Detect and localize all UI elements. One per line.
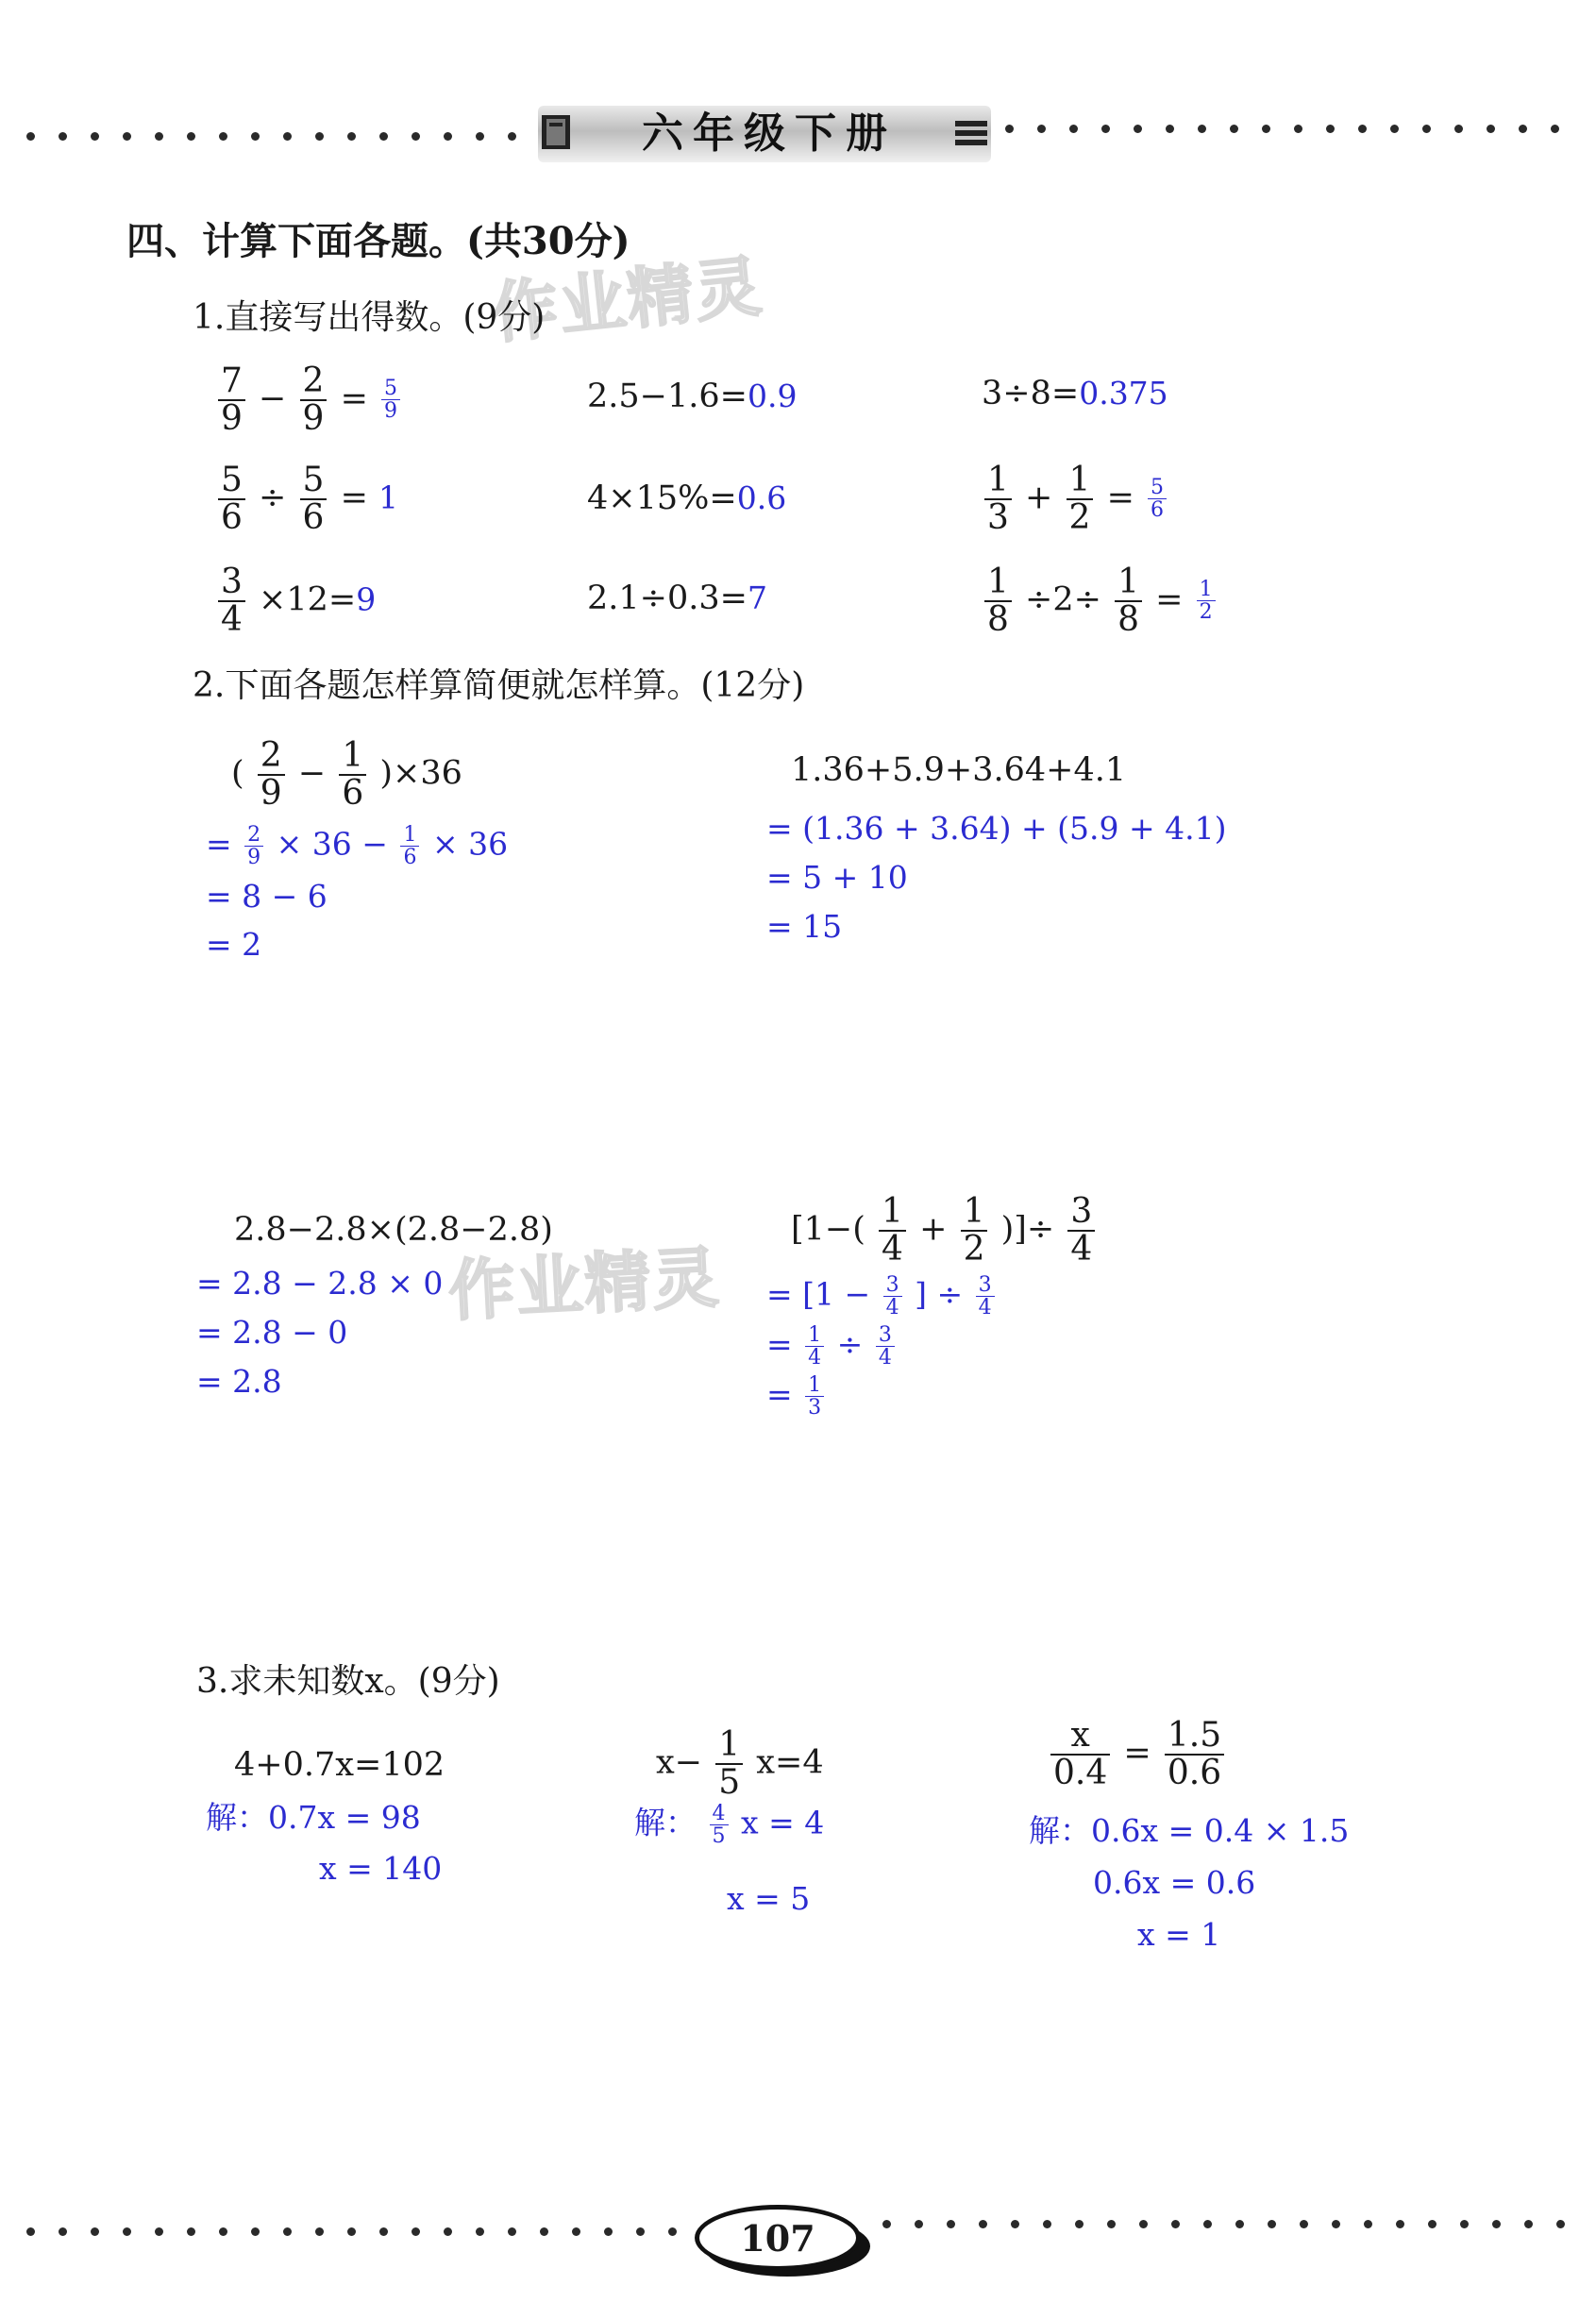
fraction: $\frac{3}{4}$ — [1067, 1194, 1095, 1268]
dot — [1556, 2220, 1565, 2228]
fraction: $\frac{1}{3}$ — [984, 462, 1012, 536]
dot — [1524, 2220, 1533, 2228]
answer-5: 0.6 — [736, 479, 787, 516]
fraction: $\frac{2}{9}$ — [244, 824, 263, 868]
answer-8: 7 — [747, 580, 767, 616]
equation-1-step-2: x = 140 — [319, 1850, 443, 1887]
equation-3-step-3: x = 1 — [1137, 1916, 1221, 1953]
equation-2: x− $\frac{1}{5}$ x=4 — [656, 1725, 824, 1802]
watermark-top: 作业精灵 — [488, 247, 767, 353]
q4-step-1: = [1 − $\frac{3}{4}$ ] ÷ $\frac{3}{4}$ — [766, 1274, 998, 1319]
problem-3: 3÷8=0.375 — [982, 375, 1168, 412]
q1-step-3: = 2 — [206, 926, 262, 963]
equation-2-step-2: x = 5 — [727, 1880, 811, 1917]
dot — [219, 2227, 227, 2236]
fraction: $\frac{1}{3}$ — [805, 1374, 824, 1419]
q3-expression: 2.8−2.8×(2.8−2.8) — [234, 1211, 553, 1249]
fraction: $\frac{1}{8}$ — [1115, 564, 1142, 638]
dot — [251, 132, 260, 141]
dot — [1134, 125, 1142, 133]
dot — [444, 2227, 452, 2236]
dot — [1171, 2220, 1180, 2228]
dot — [155, 2227, 163, 2236]
q3-step-1: = 2.8 − 2.8 × 0 — [196, 1265, 444, 1302]
section-title: 四、计算下面各题。(共30分) — [126, 219, 630, 263]
answer-4: 1 — [378, 479, 399, 516]
q3-step-3: = 2.8 — [196, 1363, 282, 1400]
equation-2-step-1: 解： $\frac{4}{5}$ x = 4 — [634, 1802, 825, 1849]
dot — [1268, 2220, 1276, 2228]
fraction: $\frac{3}{4}$ — [876, 1324, 895, 1369]
q4-step-2: = $\frac{1}{4}$ ÷ $\frac{3}{4}$ — [766, 1324, 898, 1369]
dot — [123, 2227, 131, 2236]
dot — [1107, 2220, 1116, 2228]
problem-2: 2.5−1.6=0.9 — [587, 378, 798, 415]
q2-step-2: = 5 + 10 — [766, 859, 908, 896]
dot — [219, 132, 227, 141]
equation-1-step-1: 解：0.7x = 98 — [206, 1799, 421, 1836]
dot — [59, 132, 67, 141]
dot — [1198, 125, 1206, 133]
q1-expression: ( $\frac{2}{9}$ − $\frac{1}{6}$ )×36 — [231, 736, 462, 813]
watermark-middle: 作业精灵 — [446, 1238, 723, 1331]
q1-step-2: = 8 − 6 — [206, 878, 328, 915]
fraction: $\frac{3}{4}$ — [883, 1274, 902, 1319]
answer-2: 0.9 — [747, 378, 798, 414]
fraction: $\frac{1}{6}$ — [339, 738, 366, 812]
footer-dots-left — [26, 2227, 687, 2237]
dot — [636, 2227, 645, 2236]
dot — [1294, 125, 1302, 133]
dot — [1422, 125, 1431, 133]
dot — [1551, 125, 1559, 133]
dot — [59, 2227, 67, 2236]
dot — [91, 132, 99, 141]
fraction: $\frac{1}{6}$ — [400, 824, 419, 868]
dot — [1011, 2220, 1019, 2228]
header-dots-left — [26, 132, 527, 142]
dot — [155, 132, 163, 141]
dot — [947, 2220, 955, 2228]
dot — [26, 132, 35, 141]
q2-step-1: = (1.36 + 3.64) + (5.9 + 4.1) — [766, 810, 1227, 847]
dot — [1037, 125, 1046, 133]
dot — [412, 132, 420, 141]
dot — [1454, 125, 1463, 133]
part1-title: 1.直接写出得数。(9分) — [193, 298, 546, 337]
fraction: $\frac{3}{4}$ — [976, 1274, 995, 1319]
dot — [1139, 2220, 1148, 2228]
dot — [604, 2227, 613, 2236]
dot — [1069, 125, 1078, 133]
answer-9: $\frac{1}{2}$ — [1197, 579, 1216, 623]
q4-expression: [1−( $\frac{1}{4}$ + $\frac{1}{2}$ )]÷ $\frac{3}{4}$ — [791, 1194, 1098, 1268]
dot — [1428, 2220, 1436, 2228]
fraction: $\frac{x}{0.4}$ — [1050, 1718, 1110, 1791]
fraction: $\frac{3}{4}$ — [218, 564, 245, 638]
book-icon — [540, 111, 574, 153]
dot — [476, 2227, 484, 2236]
answer-3: 0.375 — [1079, 375, 1168, 412]
dot — [283, 132, 292, 141]
fraction: $\frac{5}{6}$ — [218, 462, 245, 536]
stack-icon — [953, 117, 991, 149]
dot — [979, 2220, 987, 2228]
problem-1: $\frac{7}{9}$ − $\frac{2}{9}$ = $\frac{5}{9}$ — [215, 363, 403, 437]
dot — [123, 132, 131, 141]
dot — [315, 2227, 324, 2236]
fraction: $\frac{1}{2}$ — [961, 1194, 988, 1268]
fraction: $\frac{1}{5}$ — [715, 1727, 743, 1801]
fraction: $\frac{1.5}{0.6}$ — [1165, 1718, 1224, 1791]
dot — [283, 2227, 292, 2236]
fraction: $\frac{1}{4}$ — [805, 1324, 824, 1369]
dot — [668, 2227, 677, 2236]
problem-7: $\frac{3}{4}$ ×12=9 — [215, 564, 376, 638]
dot — [347, 2227, 356, 2236]
dot — [379, 2227, 388, 2236]
dot — [187, 2227, 195, 2236]
dot — [476, 132, 484, 141]
dot — [1075, 2220, 1084, 2228]
dot — [251, 2227, 260, 2236]
dot — [347, 132, 356, 141]
dot — [915, 2220, 923, 2228]
dot — [26, 2227, 35, 2236]
problem-6: $\frac{1}{3}$ + $\frac{1}{2}$ = $\frac{5}{6}$ — [982, 462, 1169, 536]
problem-5: 4×15%=0.6 — [587, 479, 787, 517]
dot — [1460, 2220, 1469, 2228]
equation-3-step-1: 解：0.6x = 0.4 × 1.5 — [1029, 1812, 1350, 1849]
dot — [1230, 125, 1238, 133]
dot — [412, 2227, 420, 2236]
dot — [1390, 125, 1399, 133]
dot — [1332, 2220, 1340, 2228]
dot — [1487, 125, 1495, 133]
dot — [1358, 125, 1367, 133]
dot — [1203, 2220, 1212, 2228]
page-number: 107 — [740, 2217, 815, 2260]
dot — [379, 132, 388, 141]
fraction: $\frac{1}{8}$ — [984, 564, 1012, 638]
equation-3: $\frac{x}{0.4}$ = $\frac{1.5}{0.6}$ — [1048, 1718, 1227, 1791]
fraction: $\frac{1}{2}$ — [1067, 462, 1094, 536]
fraction: $\frac{4}{5}$ — [710, 1803, 729, 1847]
dot — [91, 2227, 99, 2236]
problem-9: $\frac{1}{8}$ ÷2÷ $\frac{1}{8}$ = $\frac{1}{2}$ — [982, 564, 1218, 638]
dot — [540, 2227, 548, 2236]
q4-step-3: = $\frac{1}{3}$ — [766, 1374, 827, 1419]
dot — [508, 132, 516, 141]
problem-8: 2.1÷0.3=7 — [587, 580, 767, 617]
fraction: $\frac{1}{4}$ — [879, 1194, 906, 1268]
q3-step-2: = 2.8 − 0 — [196, 1314, 348, 1351]
dot — [882, 2220, 891, 2228]
dot — [1166, 125, 1174, 133]
dot — [1519, 125, 1527, 133]
dot — [1043, 2220, 1051, 2228]
equation-3-step-2: 0.6x = 0.6 — [1093, 1864, 1256, 1901]
q1-step-1: = $\frac{2}{9}$ × 36 − $\frac{1}{6}$ × 36 — [206, 823, 509, 870]
header-title: 六年级下册 — [642, 109, 897, 158]
part2-title: 2.下面各题怎样算简便就怎样算。(12分) — [193, 666, 805, 705]
dot — [187, 132, 195, 141]
dot — [572, 2227, 580, 2236]
dot — [1396, 2220, 1404, 2228]
fraction: $\frac{2}{9}$ — [300, 363, 328, 437]
dot — [1262, 125, 1270, 133]
part3-title: 3.求未知数x。(9分) — [196, 1662, 500, 1701]
dot — [1101, 125, 1110, 133]
dot — [444, 132, 452, 141]
footer-dots-right — [882, 2220, 1581, 2229]
dot — [315, 132, 324, 141]
dot — [1364, 2220, 1372, 2228]
dot — [1492, 2220, 1501, 2228]
dot — [1005, 125, 1014, 133]
q2-expression: 1.36+5.9+3.64+4.1 — [791, 751, 1127, 789]
dot — [1235, 2220, 1244, 2228]
problem-4: $\frac{5}{6}$ ÷ $\frac{5}{6}$ = 1 — [215, 462, 398, 536]
dot — [508, 2227, 516, 2236]
header-dots-right — [1005, 125, 1581, 134]
equation-1: 4+0.7x=102 — [234, 1746, 445, 1784]
dot — [1300, 2220, 1308, 2228]
fraction: $\frac{7}{9}$ — [218, 363, 245, 437]
fraction: $\frac{2}{9}$ — [258, 738, 285, 812]
q2-step-3: = 15 — [766, 908, 843, 945]
fraction: $\frac{5}{6}$ — [300, 462, 328, 536]
answer-7: 9 — [356, 580, 377, 618]
answer-6: $\frac{5}{6}$ — [1148, 477, 1167, 521]
answer-1: $\frac{5}{9}$ — [381, 378, 400, 422]
dot — [1326, 125, 1335, 133]
